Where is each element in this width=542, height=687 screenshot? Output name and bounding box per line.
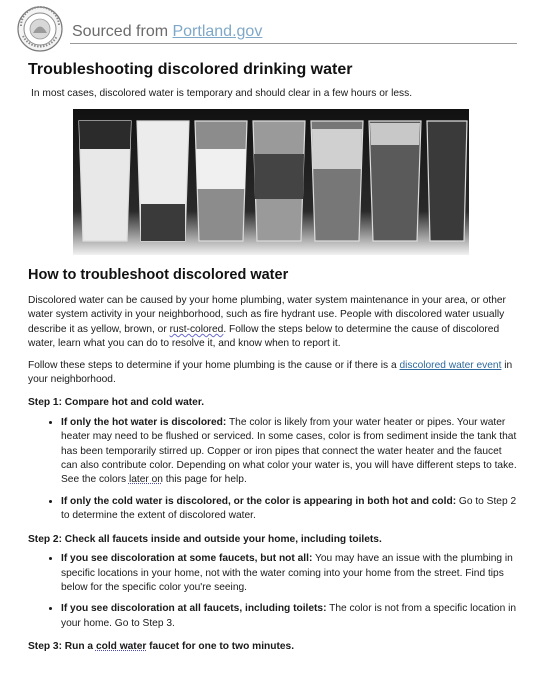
para2-text-b: in your neighborhood.: [28, 359, 513, 386]
list-item: [61, 416, 518, 488]
bullet-text: The color is not from a specific location in your home. Go to Step 3.: [61, 603, 516, 629]
water-glasses-illustration: [73, 109, 469, 255]
bullet-text-b: this page for help.: [162, 474, 247, 486]
article: [28, 58, 518, 655]
source-attribution: [72, 23, 262, 41]
cold-water-term: cold water: [95, 641, 147, 653]
bullet-heading: If only the hot water is discolored:: [61, 416, 227, 428]
para1-text-a: Discolored water can be caused by your home plumbing, water system maintenance in your area, or other water system activity in your neighborhood, such as fire hydrant use. People with discolored water usually describe it as yellow, brown, or: [28, 295, 506, 335]
later-on-term: later on: [128, 474, 163, 486]
bullet-text: Go to Step 2 to determine the extent of discolored water.: [61, 495, 517, 522]
rust-colored-term: rust-colored: [169, 323, 224, 335]
city-seal-icon: [17, 6, 63, 52]
section-title: How to troubleshoot discolored water: [28, 267, 289, 283]
bullet-text-a: The color is likely from your water heater or pipes. Your water heater may need to be flushed or serviced. In some cases, color is from sediment inside the tank that has been temporarily stirred up. Copper or iron pipes that connect the water heater and the faucet can also contribute color. Depending on what color your water is, you will have different steps to take. See the colors: [61, 416, 517, 486]
list-item: [61, 602, 518, 631]
step2-list: [28, 552, 518, 631]
discolored-water-event-link[interactable]: discolored water event: [399, 359, 502, 371]
steps-paragraph: [28, 359, 518, 388]
water-glasses-photo: [73, 109, 469, 255]
bullet-heading: If you see discoloration at all faucets, including toilets:: [61, 603, 327, 615]
bullet-heading: If only the cold water is discolored, or the color is appearing in both hot and cold:: [61, 495, 457, 507]
step3-heading: [28, 640, 518, 654]
bullet-text: You may have an issue with the plumbing in specific locations in your home, not with the water coming into your home from the street. Find tips below for the specific color you're seeing.: [61, 553, 513, 593]
step1-heading: Step 1: Compare hot and cold water.: [28, 397, 205, 409]
list-item: [61, 552, 518, 595]
sourced-prefix: Sourced from: [72, 23, 173, 40]
bullet-heading: If you see discoloration at some faucets, but not all:: [61, 553, 313, 565]
header-divider: [70, 43, 517, 44]
list-item: [61, 495, 518, 524]
step2-heading: Step 2: Check all faucets inside and outside your home, including toilets.: [28, 533, 382, 545]
para2-text-a: Follow these steps to determine if your home plumbing is the cause or if there is a: [28, 359, 400, 371]
page-header: [0, 0, 542, 52]
page-title: Troubleshooting discolored drinking water: [28, 61, 353, 78]
step3-text-a: Step 3: Run a: [28, 641, 96, 653]
para1-text-b: . Follow the steps below to determine the cause of discolored water, learn what you can do to resolve it, and know when to report it.: [28, 323, 500, 350]
intro-paragraph: [28, 294, 518, 352]
step1-list: [28, 416, 518, 524]
step3-text-b: faucet for one to two minutes.: [146, 641, 295, 653]
intro-text: In most cases, discolored water is temporary and should clear in a few hours or less.: [31, 88, 413, 99]
portland-gov-link[interactable]: Portland.gov: [172, 23, 263, 40]
